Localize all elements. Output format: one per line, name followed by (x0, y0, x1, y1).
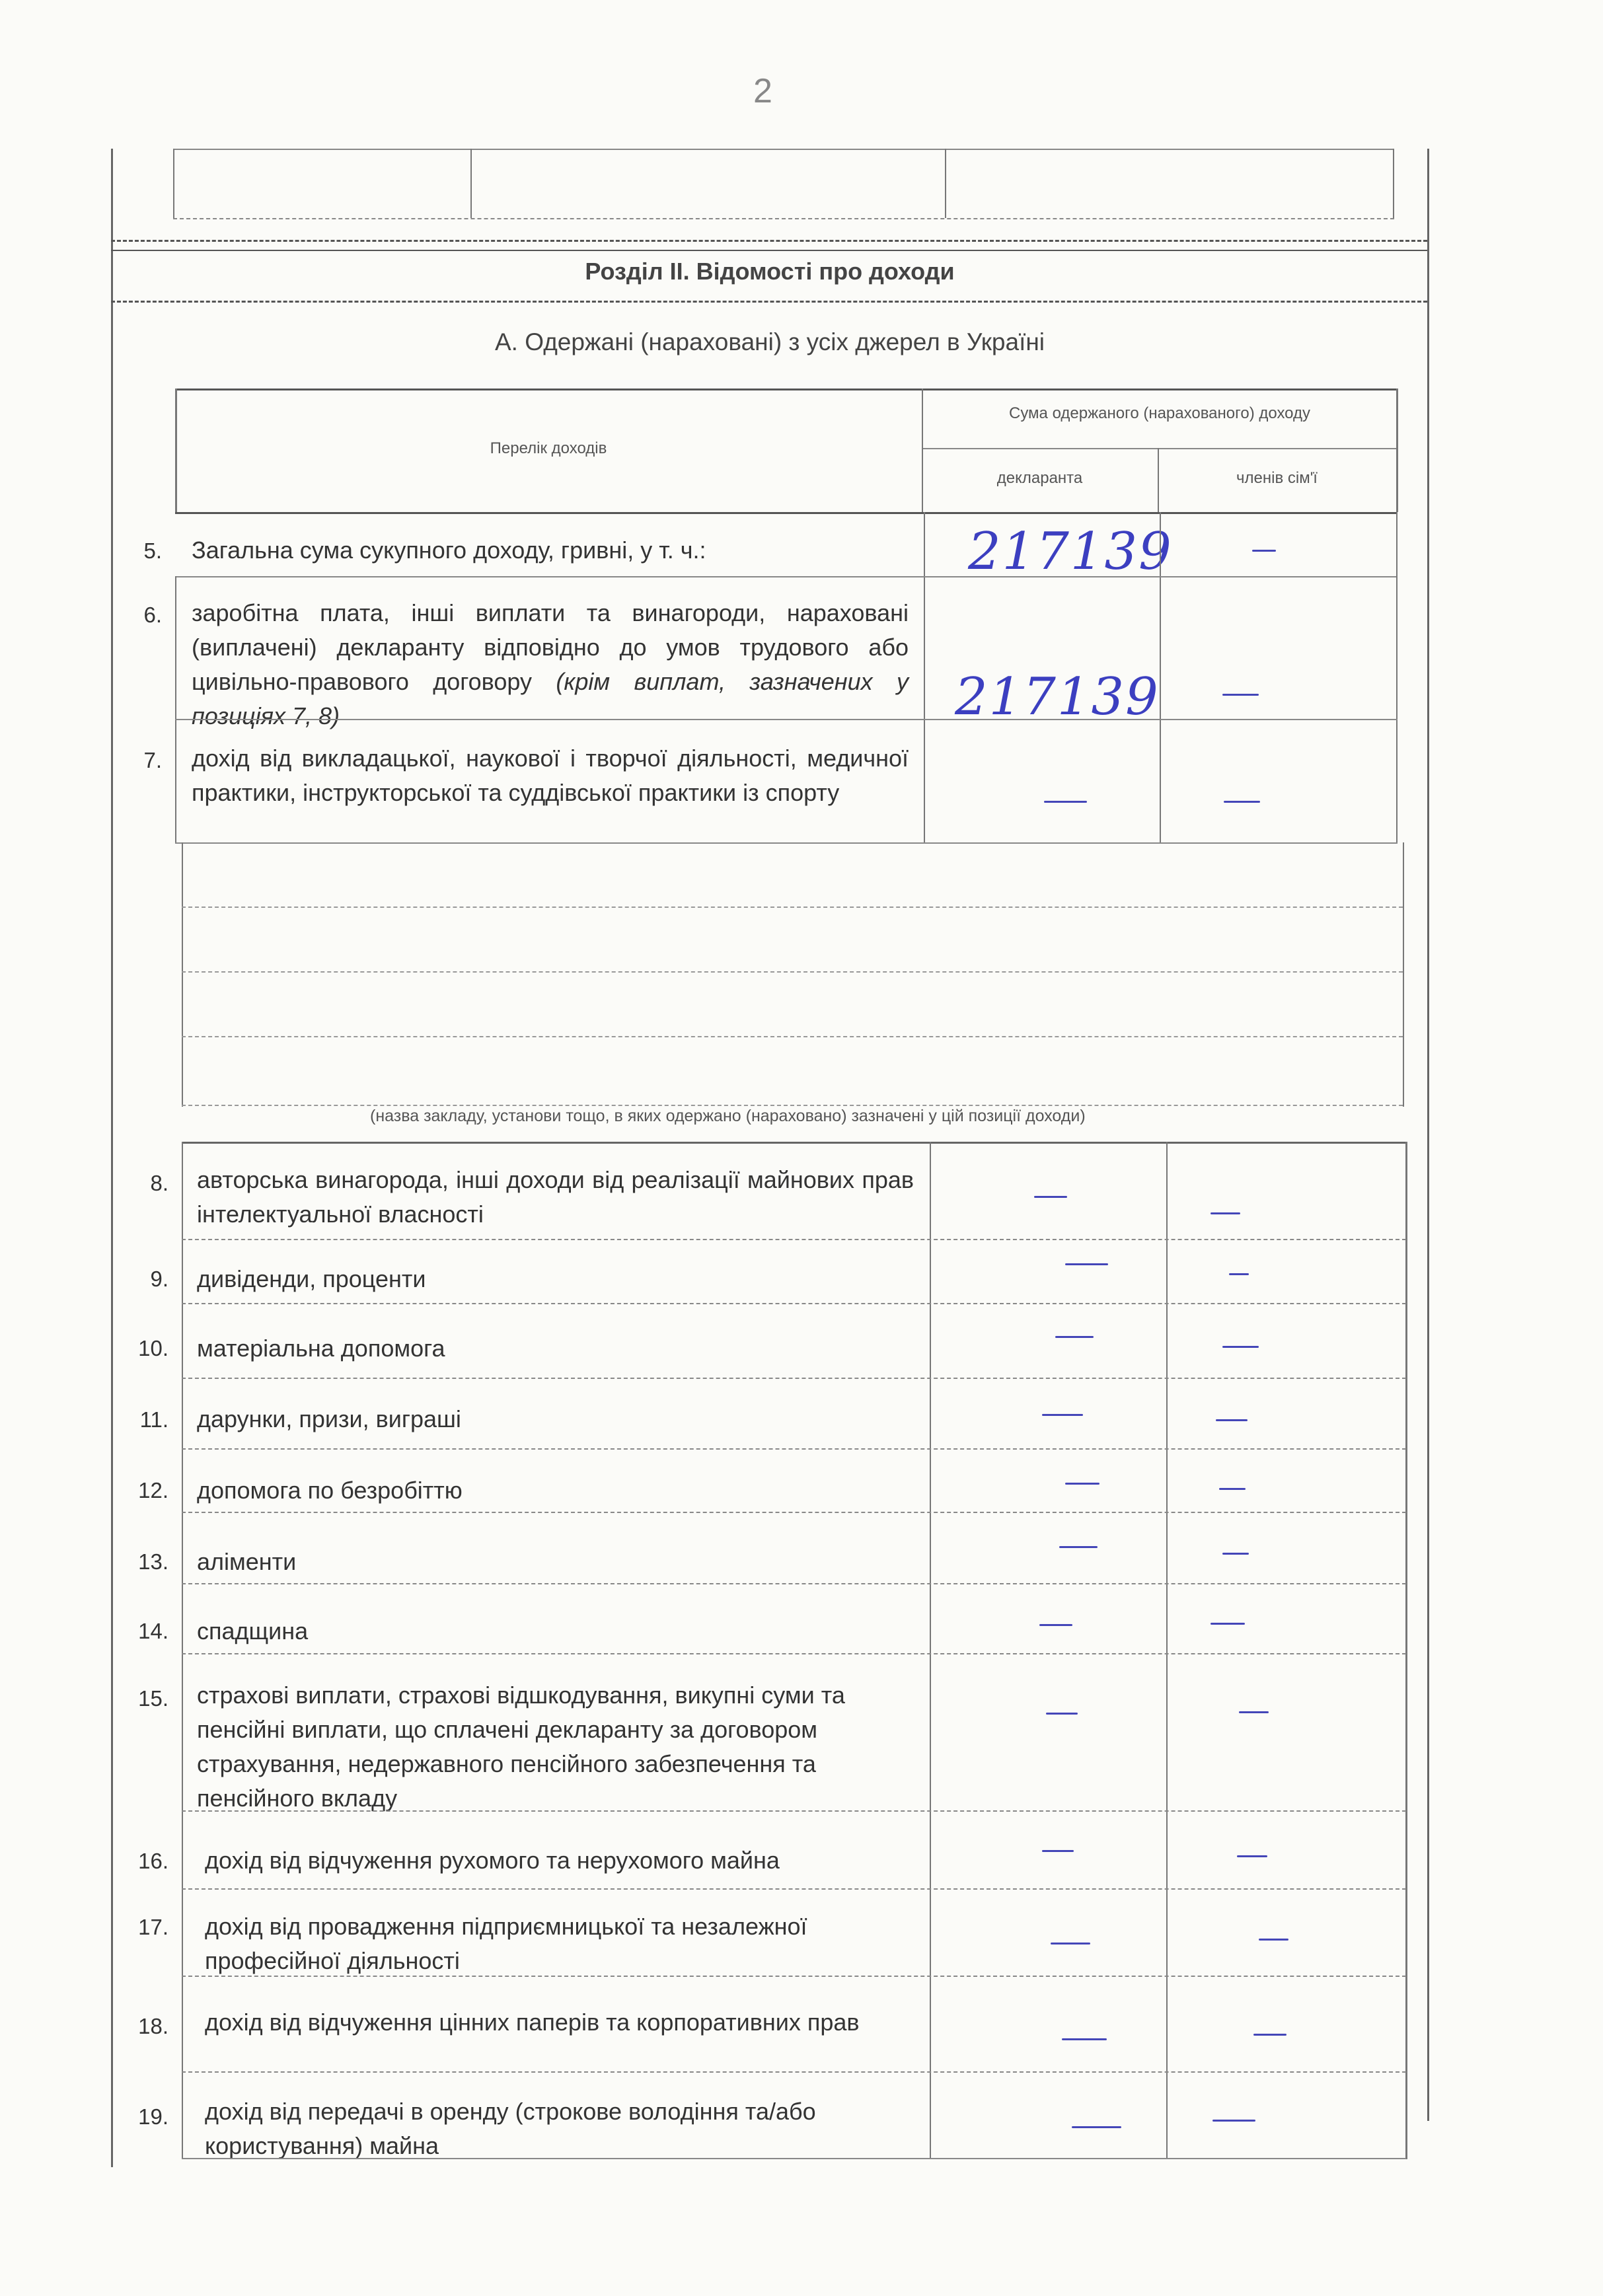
row-number: 11. (139, 1407, 168, 1432)
row-number: 9. (150, 1267, 168, 1291)
family-empty-dash (1252, 550, 1276, 552)
row-text: допомога по безробіттю (197, 1477, 463, 1504)
declarant-value: 217139 (955, 667, 1160, 727)
row-text: дохід від передачі в оренду (строкове володіння та/або користування) майна (205, 2098, 816, 2159)
family-empty-dash (1224, 801, 1260, 803)
declarant-empty-dash (1059, 1546, 1098, 1548)
row-number: 16. (138, 1849, 168, 1873)
row-number: 7. (143, 748, 162, 772)
row-number: 8. (150, 1171, 168, 1195)
family-empty-dash (1229, 1273, 1249, 1275)
row-text-main: заробітна плата, інші виплати та винагороди, нараховані (виплачені) декларанту відповідно до умов трудового або цивільно-правового договору (192, 599, 909, 695)
header-income-list: Перелік доходів (490, 439, 607, 457)
family-empty-dash (1239, 1711, 1269, 1713)
institution-caption: (назва закладу, установи тощо, в яких одержано (нараховано) зазначені у цій позиції доходи) (370, 1107, 1086, 1125)
declarant-empty-dash (1042, 1850, 1074, 1852)
row-text: дохід від викладацької, наукової і творчої діяльності, медичної практики, інструкторської та суддівської практики із спорту (192, 745, 909, 806)
row-number: 10. (138, 1336, 168, 1360)
family-empty-dash (1211, 1212, 1240, 1214)
family-empty-dash (1237, 1855, 1267, 1857)
family-empty-dash (1253, 2034, 1286, 2036)
row-text: дивіденди, проценти (197, 1265, 426, 1292)
declarant-empty-dash (1034, 1196, 1067, 1198)
declarant-empty-dash (1051, 1943, 1090, 1944)
header-declarant: декларанта (996, 469, 1083, 487)
row-text: матеріальна допомога (197, 1335, 445, 1362)
family-empty-dash (1212, 2120, 1255, 2122)
header-income-sum: Сума одержаного (нарахованого) доходу (1008, 404, 1310, 422)
declarant-empty-dash (1062, 2038, 1107, 2040)
section-bottom-line (111, 301, 1427, 303)
header-family-members: членів сім'ї (1236, 469, 1318, 487)
row-number: 12. (138, 1478, 168, 1502)
declarant-empty-dash (1072, 2126, 1121, 2128)
row-text: дохід від відчуження цінних паперів та корпоративних прав (205, 2009, 860, 2036)
section-top-line (111, 240, 1427, 242)
row-text: дарунки, призи, виграші (197, 1405, 461, 1432)
declarant-empty-dash (1065, 1263, 1108, 1265)
declarant-empty-dash (1042, 1414, 1083, 1416)
row-text-note: (крім виплат, зазначених у позиціях 7, 8) (192, 668, 909, 729)
row-number: 17. (138, 1915, 168, 1939)
declarant-empty-dash (1046, 1713, 1078, 1715)
row-text: авторська винагорода, інші доходи від реалізації майнових прав інтелектуальної власності (197, 1166, 914, 1228)
declarant-empty-dash (1055, 1336, 1094, 1338)
row-text: дохід від відчуження рухомого та нерухомого майна (205, 1847, 780, 1874)
row-number: 13. (138, 1549, 168, 1574)
page-number: 2 (753, 72, 772, 110)
family-empty-dash (1259, 1939, 1288, 1941)
section-title: Розділ II. Відомості про доходи (585, 258, 955, 285)
section-subtitle: А. Одержані (нараховані) з усіх джерел в Україні (494, 328, 1045, 355)
family-empty-dash (1222, 694, 1259, 696)
row-text: спадщина (197, 1617, 309, 1645)
row-number: 19. (138, 2104, 168, 2129)
row-text: Загальна сума сукупного доходу, гривні, у т. ч.: (192, 537, 706, 564)
declarant-empty-dash (1065, 1483, 1100, 1485)
row-number: 14. (138, 1619, 168, 1643)
row-number: 5. (143, 538, 162, 563)
declarant-empty-dash (1044, 801, 1087, 803)
family-empty-dash (1211, 1623, 1245, 1625)
family-empty-dash (1222, 1346, 1259, 1348)
declarant-value: 217139 (968, 522, 1173, 581)
row-text: страхові виплати, страхові відшкодування, викупні суми та пенсійні виплати, що сплачені декларанту за договором страхування, недержавного пенсійного забезпечення та пенсійного вкладу (197, 1682, 845, 1812)
row-text: дохід від провадження підприємницької та незалежної професійної діяльності (205, 1913, 807, 1974)
family-empty-dash (1222, 1553, 1249, 1555)
section-top-line-2 (111, 250, 1427, 251)
row-number: 18. (138, 2014, 168, 2038)
row-text: аліменти (197, 1548, 297, 1575)
family-empty-dash (1216, 1419, 1248, 1421)
row-text (192, 596, 909, 733)
row-number: 6. (143, 603, 162, 627)
family-empty-dash (1219, 1488, 1246, 1490)
declarant-empty-dash (1039, 1624, 1072, 1626)
frame-right-border (1427, 149, 1429, 2121)
row-number: 15. (138, 1686, 168, 1711)
